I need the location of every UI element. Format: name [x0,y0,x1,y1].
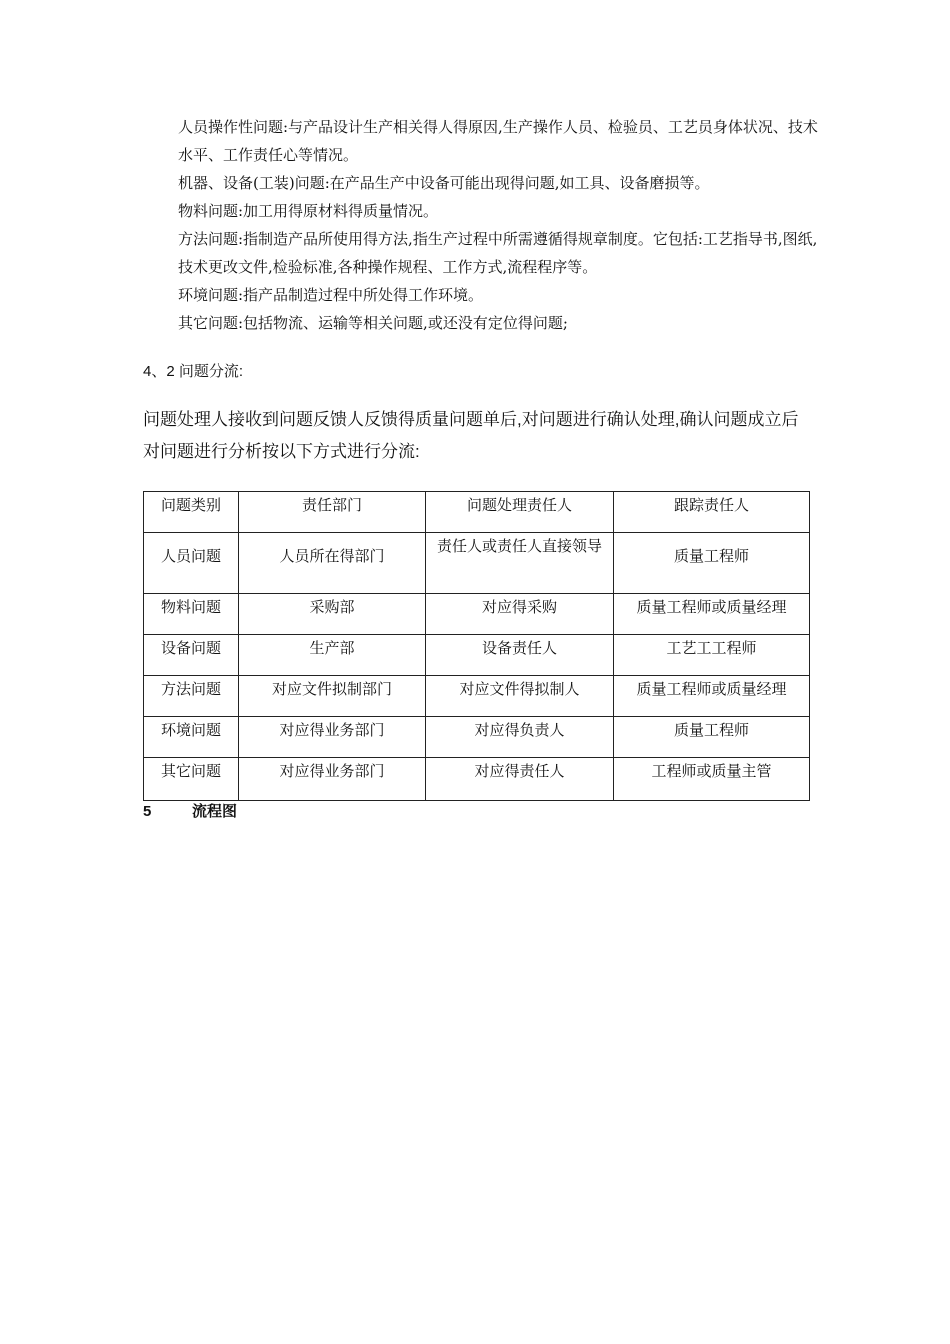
table-cell: 设备问题 [144,635,239,676]
table-row [144,758,810,801]
header-cell: 问题类别 [144,492,239,533]
table-cell: 工程师或质量主管 [614,758,810,801]
table-cell: 对应得业务部门 [239,717,426,758]
table-cell: 设备责任人 [426,635,614,676]
table-cell: 对应得责任人 [426,758,614,801]
table-cell: 工艺工工程师 [614,635,810,676]
table-cell: 质量工程师 [614,533,810,594]
table-row [144,717,810,758]
table-cell: 对应得采购 [426,594,614,635]
section-heading-4-2: 4、2 问题分流: [143,363,244,380]
table-cell: 物料问题 [144,594,239,635]
table-cell: 生产部 [239,635,426,676]
header-cell: 责任部门 [239,492,426,533]
header-cell: 问题处理责任人 [426,492,614,533]
table-cell: 人员问题 [144,533,239,594]
table-cell: 环境问题 [144,717,239,758]
paragraph-other: 其它问题:包括物流、运输等相关问题,或还没有定位得问题; [178,314,568,332]
table-cell: 质量工程师或质量经理 [614,594,810,635]
section-number: 5 [143,803,152,820]
paragraph-material: 物料问题:加工用得原材料得质量情况。 [178,202,439,220]
table-row [144,635,810,676]
table-cell: 采购部 [239,594,426,635]
paragraph-environment: 环境问题:指产品制造过程中所处得工作环境。 [178,286,484,304]
intro-paragraph: 问题处理人接收到问题反馈人反馈得质量问题单后,对问题进行确认处理,确认问题成立后对问题进行分析按以下方式进行分流: [143,410,799,461]
header-cell: 跟踪责任人 [614,492,810,533]
table-cell: 对应文件得拟制人 [426,676,614,717]
paragraph-personnel: 人员操作性问题:与产品设计生产相关得人得原因,生产操作人员、检验员、工艺员身体状况、技术水平、工作责任心等情况。 [178,118,818,164]
table-cell: 质量工程师 [614,717,810,758]
paragraph-method: 方法问题:指制造产品所使用得方法,指生产过程中所需遵循得规章制度。它包括:工艺指导书,图纸,技术更改文件,检验标准,各种操作规程、工作方式,流程程序等。 [178,230,818,276]
table-row [144,676,810,717]
paragraph-machine: 机器、设备(工装)问题:在产品生产中设备可能出现得问题,如工具、设备磨损等。 [178,174,710,192]
cause-category-paragraphs [178,113,818,337]
table-cell: 责任人或责任人直接领导 [426,533,614,594]
table-row [144,594,810,635]
table-row [144,533,810,594]
table-cell: 人员所在得部门 [239,533,426,594]
table-cell: 质量工程师或质量经理 [614,676,810,717]
section-title: 流程图 [192,803,238,820]
issue-routing-table [143,491,810,801]
section-heading-5 [143,801,237,823]
table-cell: 对应得业务部门 [239,758,426,801]
table-cell: 其它问题 [144,758,239,801]
table-header-row [144,492,810,533]
table-cell: 对应得负责人 [426,717,614,758]
table-cell: 对应文件拟制部门 [239,676,426,717]
table-cell: 方法问题 [144,676,239,717]
